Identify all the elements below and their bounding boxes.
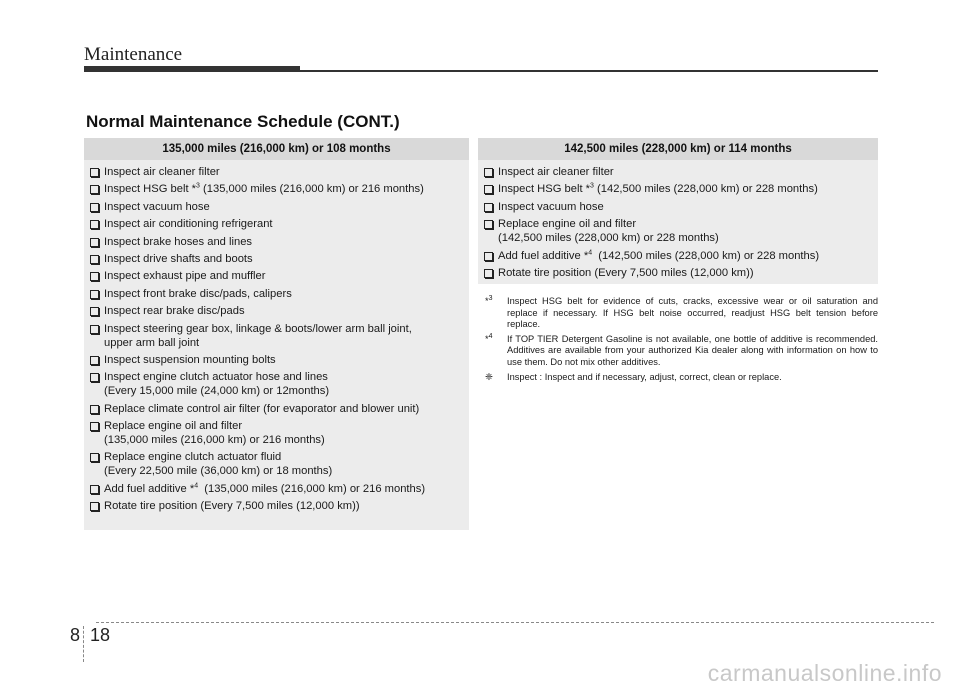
checkbox-icon <box>90 168 99 177</box>
panel-heading: 135,000 miles (216,000 km) or 108 months <box>84 138 469 160</box>
checklist-item <box>89 370 464 398</box>
footnotes <box>485 296 878 386</box>
item-text-part: (135,000 miles (216,000 km) or 216 months) <box>198 482 426 495</box>
footnote-marker <box>485 372 507 384</box>
checklist-item <box>89 450 464 478</box>
footnote-text: If TOP TIER Detergent Gasoline is not available, one bottle of additive is recommended. Additives are available from your authorized Kia dealer along with information on how to use them. Do not mix other additives. <box>507 333 878 367</box>
footnote-ref: 3 <box>590 182 594 190</box>
checkbox-icon <box>90 356 99 365</box>
checklist-item <box>483 200 873 214</box>
item-text: Rotate tire position (Every 7,500 miles (12,000 km)) <box>498 266 754 279</box>
checklist-item <box>483 165 873 179</box>
footnote-marker <box>485 334 507 369</box>
item-text <box>498 217 873 245</box>
checklist-item <box>89 419 464 447</box>
schedule-panel-135000 <box>84 138 469 530</box>
item-text-part: (135,000 miles (216,000 km) or 216 months) <box>199 183 424 196</box>
item-line: Replace engine oil and filter <box>104 420 243 433</box>
item-line: Inspect steering gear box, linkage & boots/lower arm ball joint, <box>104 322 412 335</box>
footnote-symbol: * <box>485 296 489 306</box>
item-text-part: Add fuel additive * <box>104 482 195 495</box>
item-text: Rotate tire position (Every 7,500 miles (12,000 km)) <box>104 500 360 513</box>
checkbox-icon <box>90 453 99 462</box>
item-text <box>498 249 873 263</box>
footnote-number: 4 <box>488 332 493 340</box>
item-text: Inspect vacuum hose <box>104 200 210 213</box>
checklist-item <box>483 249 873 263</box>
item-text-part: Add fuel additive * <box>498 249 589 262</box>
item-text: Inspect exhaust pipe and muffler <box>104 270 266 283</box>
item-text <box>104 419 464 447</box>
checkbox-icon <box>90 405 99 414</box>
checklist-item <box>89 304 464 318</box>
checkbox-icon <box>90 185 99 194</box>
watermark: carmanualsonline.info <box>707 660 942 686</box>
item-text: Inspect drive shafts and boots <box>104 252 253 265</box>
item-text <box>104 182 464 196</box>
item-text: Replace climate control air filter (for evaporator and blower unit) <box>104 402 420 415</box>
checklist-item <box>89 499 464 513</box>
item-line: (135,000 miles (216,000 km) or 216 months) <box>104 434 325 447</box>
section-title: Normal Maintenance Schedule (CONT.) <box>86 112 400 131</box>
item-line: Inspect engine clutch actuator hose and lines <box>104 371 328 384</box>
item-text-part: (142,500 miles (228,000 km) or 228 months) <box>592 249 820 262</box>
checklist-item <box>89 402 464 416</box>
checklist-item <box>89 353 464 367</box>
chapter-number: 8 <box>70 625 81 645</box>
item-line: Replace engine clutch actuator fluid <box>104 451 282 464</box>
item-line: (Every 15,000 mile (24,000 km) or 12months) <box>104 385 330 398</box>
item-text: Inspect suspension mounting bolts <box>104 353 276 366</box>
checkbox-icon <box>484 252 493 261</box>
checklist-item <box>89 287 464 301</box>
footnote-ref: 4 <box>588 248 593 256</box>
item-text <box>104 370 464 398</box>
item-line: (142,500 miles (228,000 km) or 228 months) <box>498 232 719 245</box>
checklist-item <box>483 182 873 196</box>
checkbox-icon <box>90 307 99 316</box>
footnote-symbol: ❈ <box>485 371 493 382</box>
checklist-item <box>89 322 464 350</box>
item-text: Inspect air conditioning refrigerant <box>104 218 273 231</box>
checkbox-icon <box>484 203 493 212</box>
item-text <box>104 322 464 350</box>
item-line: Replace engine oil and filter <box>498 218 637 231</box>
panel-heading: 142,500 miles (228,000 km) or 114 months <box>478 138 878 160</box>
footnote-number: 3 <box>488 294 493 302</box>
checkbox-icon <box>90 220 99 229</box>
checkbox-icon <box>90 502 99 511</box>
footnote-text: Inspect HSG belt for evidence of cuts, cracks, excessive wear or oil saturation and replace if necessary. If HSG belt noise occurred, readjust HSG belt tension before replace. <box>507 296 878 330</box>
header-rule-thin <box>300 70 878 72</box>
checklist-item <box>89 217 464 231</box>
checkbox-icon <box>90 325 99 334</box>
page-number-divider <box>83 626 85 662</box>
checkbox-icon <box>90 290 99 299</box>
footnote-symbol: * <box>485 333 489 344</box>
footnote-ref: 4 <box>194 482 199 490</box>
item-text: Inspect brake hoses and lines <box>104 235 253 248</box>
checkbox-icon <box>90 373 99 382</box>
checklist-item <box>483 266 873 280</box>
item-text <box>104 482 464 496</box>
schedule-panel-142500 <box>478 138 878 284</box>
item-text: Inspect air cleaner filter <box>498 166 614 178</box>
item-text-part: Inspect HSG belt * <box>498 183 591 196</box>
checklist-item <box>89 182 464 196</box>
header-title: Maintenance <box>84 44 183 65</box>
checklist-item <box>89 269 464 283</box>
item-text: Inspect air cleaner filter <box>104 166 220 178</box>
checkbox-icon <box>90 272 99 281</box>
checklist-item <box>89 235 464 249</box>
checkbox-icon <box>484 220 493 229</box>
checklist-item <box>89 165 464 179</box>
item-text-part: Inspect HSG belt * <box>104 183 197 196</box>
item-text: Inspect rear brake disc/pads <box>104 305 245 318</box>
checklist-item <box>89 482 464 496</box>
item-text <box>498 182 873 196</box>
checklist-item <box>89 200 464 214</box>
checkbox-icon <box>90 203 99 212</box>
checkbox-icon <box>484 185 493 194</box>
checkbox-icon <box>90 422 99 431</box>
item-text <box>104 450 464 478</box>
checkbox-icon <box>90 255 99 264</box>
footnote <box>485 372 878 384</box>
checkbox-icon <box>484 168 493 177</box>
footnote <box>485 296 878 331</box>
item-line: upper arm ball joint <box>104 336 200 349</box>
footnote-text: Inspect : Inspect and if necessary, adjust, correct, clean or replace. <box>507 371 782 382</box>
footnote <box>485 334 878 369</box>
checkbox-icon <box>90 238 99 247</box>
checklist-item <box>89 252 464 266</box>
item-text: Inspect vacuum hose <box>498 200 604 213</box>
checklist <box>478 160 878 280</box>
checklist-item <box>483 217 873 245</box>
checklist <box>84 160 469 513</box>
checkbox-icon <box>484 269 493 278</box>
item-text-part: (142,500 miles (228,000 km) or 228 months) <box>593 183 818 196</box>
footer-rule <box>96 622 934 623</box>
page-number: 18 <box>90 625 111 645</box>
item-line: (Every 22,500 mile (36,000 km) or 18 months) <box>104 465 333 478</box>
footnote-marker <box>485 296 507 331</box>
header-rule-thick <box>84 66 300 72</box>
item-text: Inspect front brake disc/pads, calipers <box>104 287 292 300</box>
checkbox-icon <box>90 485 99 494</box>
footnote-ref: 3 <box>196 182 200 190</box>
